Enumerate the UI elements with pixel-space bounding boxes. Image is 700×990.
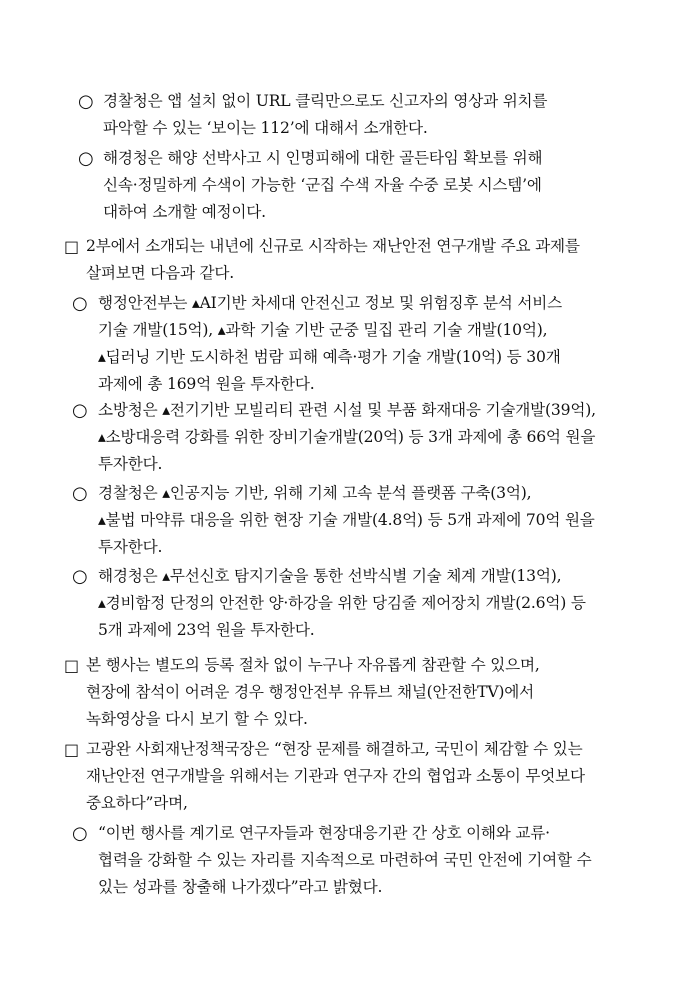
- text-line: 대하여 소개할 예정이다.: [103, 203, 266, 221]
- text-line: 기술 개발(15억), ▴과학 기술 기반 군중 밀집 관리 기술 개발(10억),: [98, 321, 548, 339]
- paragraph-text: [98, 563, 586, 644]
- text-line: 녹화영상을 다시 보기 할 수 있다.: [86, 710, 308, 728]
- circle-bullet: ○: [78, 91, 94, 112]
- square-bullet: □: [64, 740, 80, 759]
- text-line: 있는 성과를 창출해 나가겠다”라고 밝혔다.: [98, 878, 383, 896]
- paragraph-text: [86, 652, 540, 733]
- paragraph-text: [98, 480, 595, 561]
- circle-bullet: ○: [78, 148, 94, 169]
- paragraph-text: [98, 820, 591, 901]
- text-line: 2부에서 소개되는 내년에 신규로 시작하는 재난안전 연구개발 주요 과제를: [86, 237, 580, 255]
- circle-bullet: ○: [72, 483, 88, 504]
- text-line: ▴딥러닝 기반 도시하천 범람 피해 예측·평가 기술 개발(10억) 등 30개: [98, 348, 561, 366]
- text-line: 신속·정밀하게 수색이 가능한 ‘군집 수색 자율 수중 로봇 시스템’에: [103, 176, 542, 194]
- circle-bullet: ○: [72, 566, 88, 587]
- square-bullet: □: [64, 237, 80, 256]
- circle-bullet: ○: [72, 400, 88, 421]
- text-line: 5개 과제에 23억 원을 투자한다.: [98, 621, 315, 639]
- text-line: 투자한다.: [98, 538, 163, 556]
- text-line: 협력을 강화할 수 있는 자리를 지속적으로 마련하여 국민 안전에 기여할 수: [98, 851, 592, 869]
- circle-bullet: ○: [72, 293, 88, 314]
- text-line: 살펴보면 다음과 같다.: [86, 264, 235, 282]
- square-bullet: □: [64, 656, 80, 675]
- text-line: 파악할 수 있는 ‘보이는 112’에 대해서 소개한다.: [103, 119, 428, 137]
- text-line: 행정안전부는 ▴AI기반 차세대 안전신고 정보 및 위험징후 분석 서비스: [98, 294, 563, 312]
- text-line: ▴소방대응력 강화를 위한 장비기술개발(20억) 등 3개 과제에 총 66억 원을: [98, 428, 596, 446]
- text-line: 재난안전 연구개발을 위해서는 기관과 연구자 간의 협업과 소통이 무엇보다: [86, 767, 585, 785]
- text-line: 해경청은 해양 선박사고 시 인명피해에 대한 골든타임 확보를 위해: [103, 149, 543, 167]
- paragraph-text: [103, 145, 542, 226]
- text-line: ▴경비함정 단정의 안전한 양·하강을 위한 당김줄 제어장치 개발(2.6억) 등: [98, 594, 586, 612]
- text-line: 고광완 사회재난정책국장은 “현장 문제를 해결하고, 국민이 체감할 수 있는: [86, 740, 583, 758]
- circle-bullet: ○: [72, 823, 88, 844]
- text-line: 경찰청은 앱 설치 없이 URL 클릭만으로도 신고자의 영상과 위치를: [103, 92, 548, 110]
- text-line: 해경청은 ▴무선신호 탐지기술을 통한 선박식별 기술 체계 개발(13억),: [98, 567, 562, 585]
- text-line: 투자한다.: [98, 455, 163, 473]
- text-line: ▴불법 마약류 대응을 위한 현장 기술 개발(4.8억) 등 5개 과제에 70억 원을: [98, 511, 595, 529]
- text-line: 현장에 참석이 어려운 경우 행정안전부 유튜브 채널(안전한TV)에서: [86, 683, 535, 701]
- paragraph-text: [86, 233, 580, 287]
- text-line: 본 행사는 별도의 등록 절차 없이 누구나 자유롭게 참관할 수 있으며,: [86, 656, 540, 674]
- paragraph-text: [98, 290, 562, 398]
- paragraph-text: [98, 397, 596, 478]
- text-line: 소방청은 ▴전기기반 모빌리티 관련 시설 및 부품 화재대응 기술개발(39억),: [98, 401, 596, 419]
- paragraph-text: [103, 88, 547, 142]
- text-line: 과제에 총 169억 원을 투자한다.: [98, 375, 315, 393]
- text-line: 중요하다”라며,: [86, 794, 188, 812]
- text-line: 경찰청은 ▴인공지능 기반, 위해 기체 고속 분석 플랫폼 구축(3억),: [98, 484, 532, 502]
- paragraph-text: [86, 736, 585, 817]
- text-line: “이번 행사를 계기로 연구자들과 현장대응기관 간 상호 이해와 교류·: [98, 824, 550, 842]
